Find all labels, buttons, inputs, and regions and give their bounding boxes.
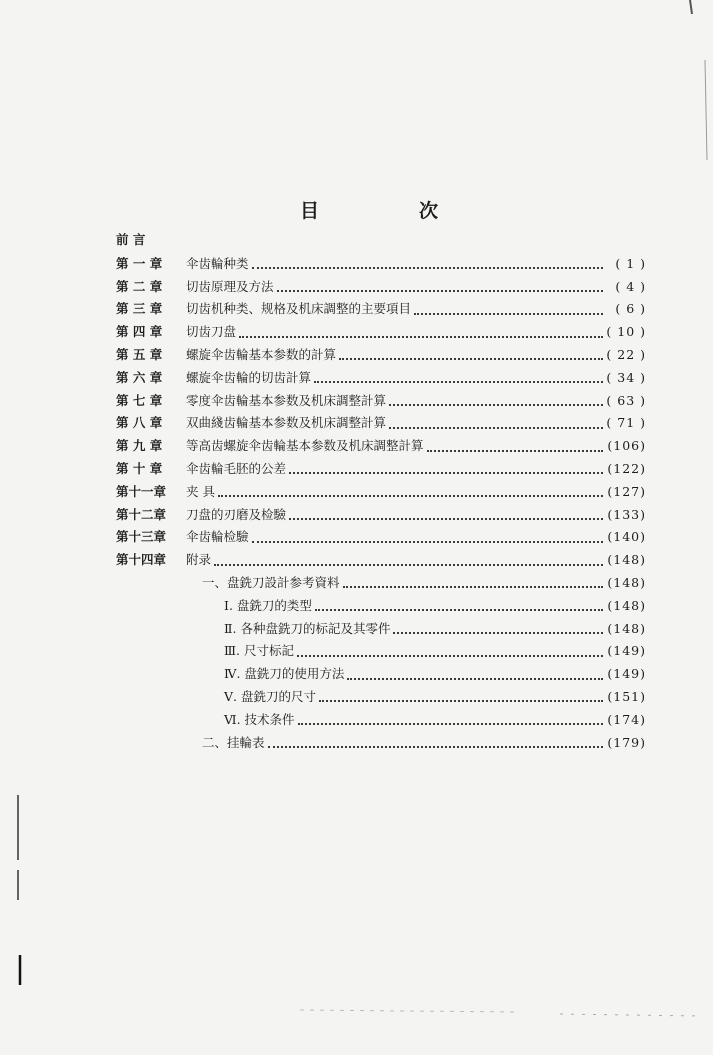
appendix-item-title: Ⅱ. 各种盘銑刀的标記及其零件 <box>224 620 391 636</box>
page-number: ( 10 ) <box>606 324 646 340</box>
page-number: (151) <box>607 688 646 704</box>
page-number: (140) <box>607 529 646 545</box>
appendix-item-title: Ⅳ. 盘銑刀的使用方法 <box>224 666 345 682</box>
appendix-section-title: 一、盘銑刀設計参考資料 <box>202 574 340 590</box>
appendix-section-title: 二、挂輪表 <box>202 734 265 750</box>
chapter-title: 夹 具 <box>186 483 215 499</box>
chapter-title: 伞齿輪检驗 <box>186 529 249 545</box>
title-char-2: 次 <box>418 200 440 222</box>
title-char-1: 目 <box>300 200 322 222</box>
appendix-item-title: Ⅲ. 尺寸标記 <box>224 643 295 659</box>
page-number: (148) <box>607 620 646 636</box>
page-number: ( 1 ) <box>615 255 646 271</box>
chapter-number: 第 六 章 <box>116 369 163 385</box>
page-number: (148) <box>607 552 646 568</box>
chapter-number: 第 一 章 <box>116 255 163 271</box>
scan-mark-bottom <box>300 1010 520 1012</box>
chapter-number: 第 三 章 <box>116 301 163 317</box>
chapter-title: 切齿刀盘 <box>186 324 237 340</box>
page-number: (133) <box>607 506 646 522</box>
page-number: ( 4 ) <box>615 278 646 294</box>
appendix-item-title: Ⅰ. 盘銑刀的类型 <box>224 597 312 613</box>
page-number: ( 6 ) <box>615 301 646 317</box>
chapter-number: 第 九 章 <box>116 438 163 454</box>
scan-mark-right-edge <box>705 60 707 160</box>
page-number: ( 71 ) <box>606 415 646 431</box>
chapter-title: 附录 <box>186 552 212 568</box>
chapter-title: 刀盘的刃磨及检驗 <box>186 506 287 522</box>
chapter-number: 第 二 章 <box>116 278 163 294</box>
chapter-number: 第十二章 <box>116 506 167 522</box>
chapter-number: 第 四 章 <box>116 324 163 340</box>
chapter-title: 螺旋伞齿輪的切齿計算 <box>186 369 312 385</box>
chapter-title: 伞齿輪种类 <box>186 255 249 271</box>
chapter-title: 零度伞齿輪基本参数及机床調整計算 <box>186 392 387 408</box>
page-number: (148) <box>607 597 646 613</box>
page-number: ( 63 ) <box>606 392 646 408</box>
chapter-number: 第十四章 <box>116 552 167 568</box>
chapter-number: 第 五 章 <box>116 346 163 362</box>
page-number: (127) <box>607 483 646 499</box>
page-number: (149) <box>607 666 646 682</box>
chapter-title: 螺旋伞齿輪基本参数的計算 <box>186 346 337 362</box>
chapter-number: 第 十 章 <box>116 460 163 476</box>
page-number: ( 22 ) <box>606 346 646 362</box>
chapter-title: 切齿原理及方法 <box>186 278 274 294</box>
chapter-title: 切齿机种类、规格及机床調整的主要項目 <box>186 301 412 317</box>
chapter-title: 伞齿輪毛胚的公差 <box>186 460 287 476</box>
chapter-number: 第十一章 <box>116 483 167 499</box>
page-number: (106) <box>607 438 646 454</box>
chapter-title: 等高齿螺旋伞齿輪基本参数及机床調整計算 <box>186 438 424 454</box>
appendix-item-title: Ⅴ. 盘銑刀的尺寸 <box>224 688 316 704</box>
page-number: (122) <box>607 460 646 476</box>
scan-mark-bottom-2 <box>560 1014 700 1016</box>
chapter-title: 双曲綫齿輪基本参数及机床調整計算 <box>186 415 387 431</box>
appendix-item-title: Ⅵ. 技术条件 <box>224 711 295 727</box>
scan-mark-top-right <box>690 0 692 14</box>
page-number: (149) <box>607 643 646 659</box>
page-number: (179) <box>607 734 646 750</box>
page-number: (148) <box>607 574 646 590</box>
page-number: (174) <box>607 711 646 727</box>
chapter-number: 第十三章 <box>116 529 167 545</box>
chapter-number: 第 七 章 <box>116 392 163 408</box>
preface-label: 前 言 <box>116 232 146 247</box>
page-number: ( 34 ) <box>606 369 646 385</box>
chapter-number: 第 八 章 <box>116 415 163 431</box>
